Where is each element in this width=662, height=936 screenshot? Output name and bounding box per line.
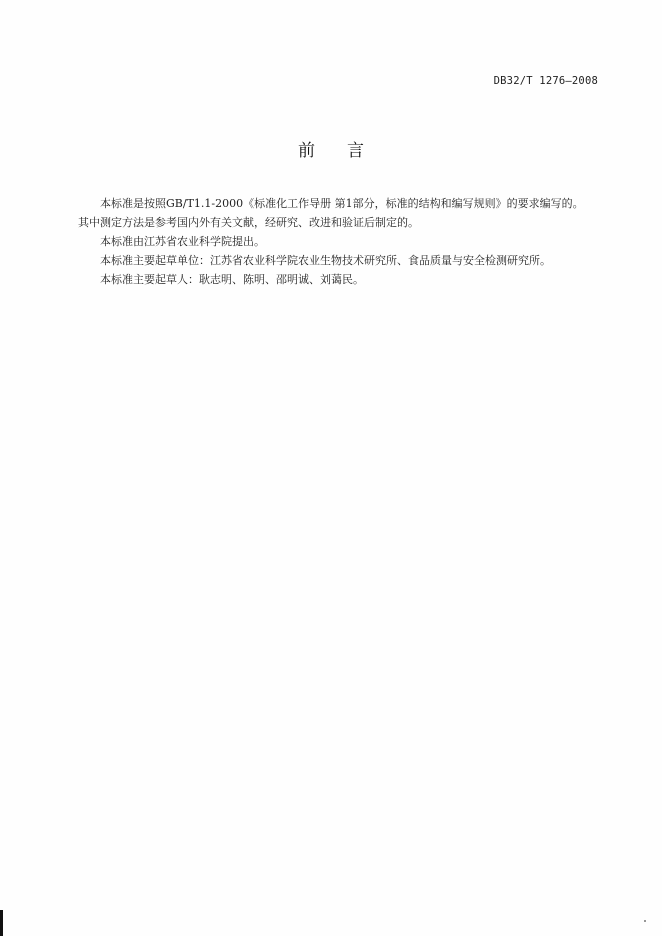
- paragraph-compliance: 本标准是按照GB/T1.1-2000《标准化工作导册 第1部分，标准的结构和编写规则》的要求编写的。: [100, 197, 584, 210]
- paragraph-drafters: 本标准主要起草人：耿志明、陈明、邵明诚、刘蔼民。: [100, 273, 364, 286]
- page-title: 前言: [298, 141, 396, 161]
- scan-speck: [644, 920, 646, 922]
- document-code: DB32/T 1276—2008: [493, 75, 598, 87]
- paragraph-drafting-units: 本标准主要起草单位：江苏省农业科学院农业生物技术研究所、食品质量与安全检测研究所。: [100, 254, 551, 267]
- paragraph-proposer: 本标准由江苏省农业科学院提出。: [100, 235, 265, 248]
- paragraph-method-source: 其中测定方法是参考国内外有关文献，经研究、改进和验证后制定的。: [78, 216, 419, 229]
- preface-body: [78, 194, 618, 289]
- scan-edge-mark: [0, 910, 3, 936]
